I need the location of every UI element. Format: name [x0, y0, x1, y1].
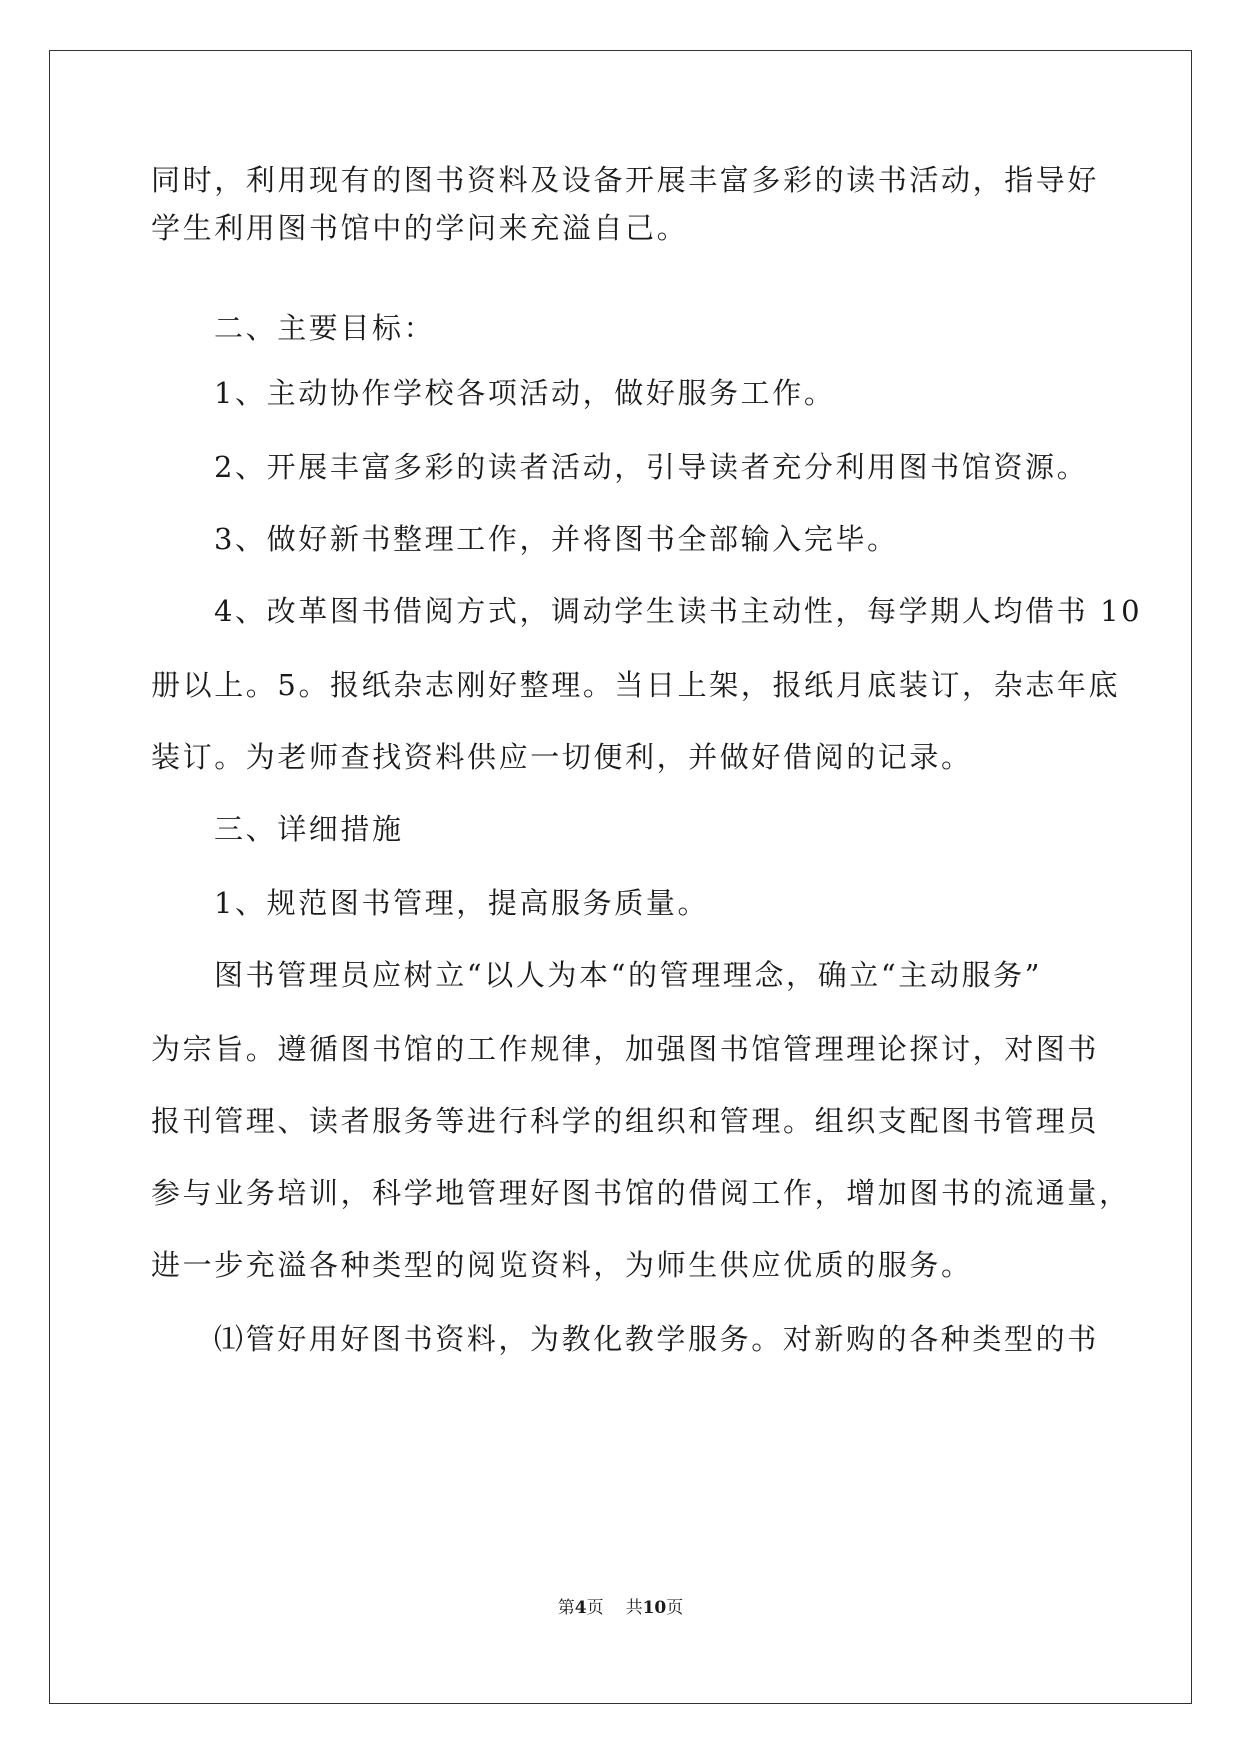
total-prefix: 共: [625, 1598, 643, 1618]
list-item: 1、规范图书管理，提高服务质量。: [214, 886, 710, 920]
total-pages: 10: [642, 1598, 667, 1618]
paragraph-line: 为宗旨。遵循图书馆的工作规律，加强图书馆管理理论探讨，对图书: [151, 1032, 1100, 1066]
paragraph-line: 报刊管理、读者服务等进行科学的组织和管理。组织支配图书管理员: [151, 1104, 1100, 1138]
paragraph-line: 同时，利用现有的图书资料及设备开展丰富多彩的读书活动，指导好: [151, 163, 1100, 197]
list-item: 4、改革图书借阅方式，调动学生读书主动性，每学期人均借书 10: [214, 594, 1143, 628]
paragraph-line: ⑴管好用好图书资料，为教化教学服务。对新购的各种类型的书: [214, 1322, 1099, 1356]
section-heading: 二、主要目标：: [214, 311, 436, 345]
paragraph-line: 图书管理员应树立“以人为本“的管理理念，确立“主动服务”: [214, 958, 1043, 992]
page-border: [49, 50, 1192, 1704]
list-item: 1、主动协作学校各项活动，做好服务工作。: [214, 376, 836, 410]
page-footer: [0, 1596, 1241, 1620]
section-heading: 三、详细措施: [214, 812, 404, 846]
page-suffix: 页: [586, 1598, 604, 1618]
list-item: 3、做好新书整理工作，并将图书全部输入完毕。: [214, 522, 899, 556]
paragraph-line: 进一步充溢各种类型的阅览资料，为师生供应优质的服务。: [151, 1248, 973, 1282]
page-prefix: 第: [557, 1598, 575, 1618]
paragraph-line: 参与业务培训，科学地管理好图书馆的借阅工作，增加图书的流通量，: [151, 1176, 1131, 1210]
list-item: 2、开展丰富多彩的读者活动，引导读者充分利用图书馆资源。: [214, 450, 1089, 484]
total-suffix: 页: [666, 1598, 684, 1618]
page-number: 4: [574, 1598, 587, 1618]
paragraph-line: 册以上。5。报纸杂志刚好整理。当日上架，报纸月底装订，杂志年底: [151, 668, 1121, 702]
paragraph-line: 装订。为老师查找资料供应一切便利，并做好借阅的记录。: [151, 740, 973, 774]
paragraph-line: 学生利用图书馆中的学问来充溢自己。: [151, 211, 689, 245]
